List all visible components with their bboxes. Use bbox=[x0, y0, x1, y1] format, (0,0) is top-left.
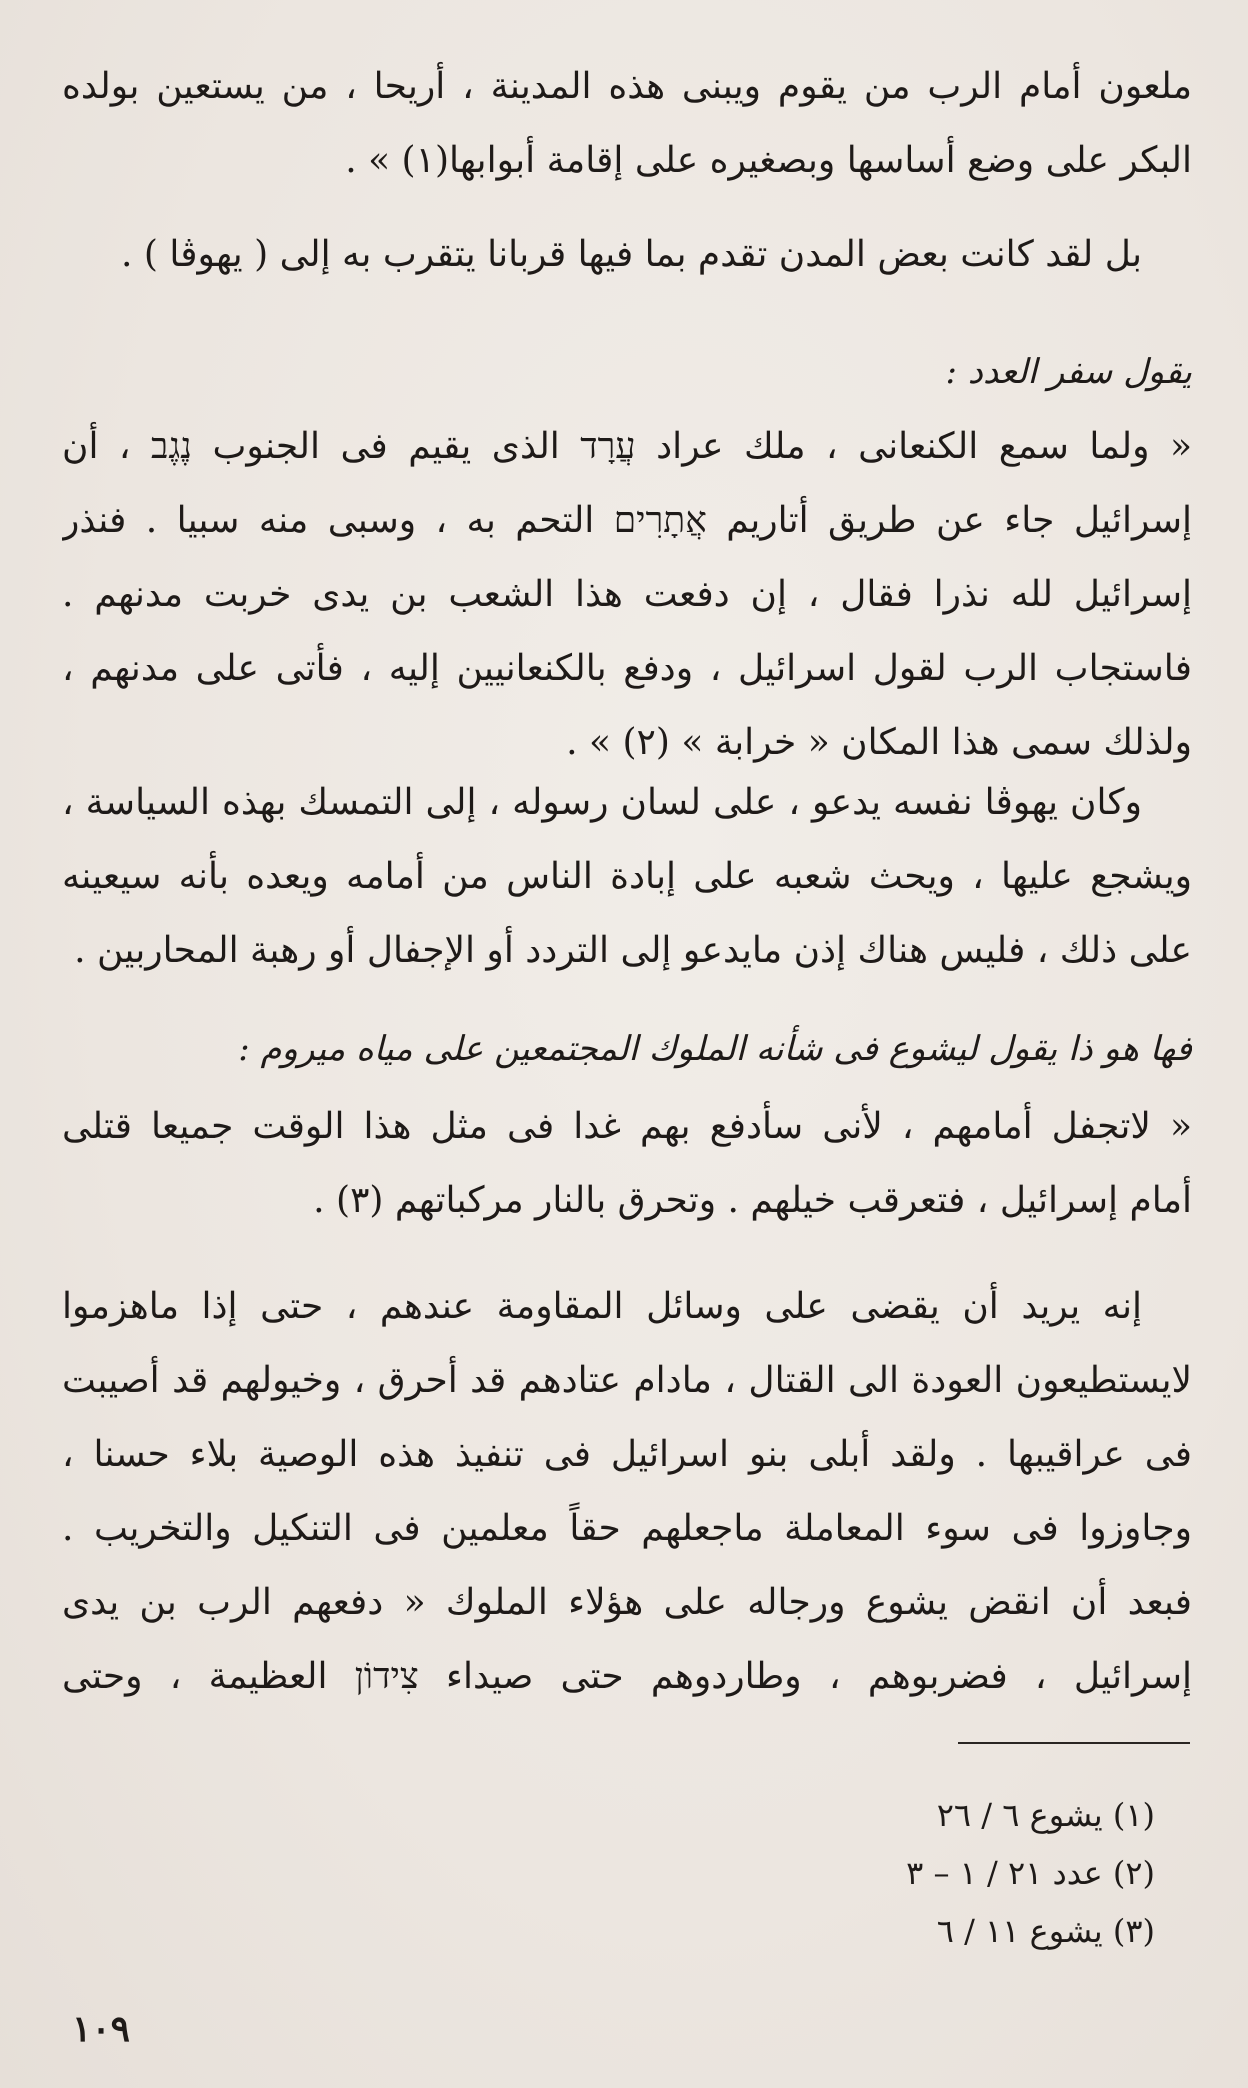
paragraph-4 bbox=[62, 766, 1192, 988]
text-line: بل لقد كانت بعض المدن تقدم بما فيها قربانا يتقرب به إلى ( يهوڤا ) . bbox=[120, 234, 1142, 275]
footnote-2: (٢) عدد ٢١ / ١ – ٣ bbox=[906, 1854, 1155, 1892]
heading-text: فها هو ذا يقول ليشوع فى شأنه الملوك المجتمعين على مياه ميروم : bbox=[238, 1029, 1192, 1069]
text-line: فى عراقيبها . ولقد أبلى بنو اسرائيل فى تنفيذ هذه الوصية بلاء حسنا ، bbox=[62, 1434, 1192, 1475]
section-heading-2 bbox=[62, 1012, 1192, 1086]
text-line: ملعون أمام الرب من يقوم ويبنى هذه المدينة ، أريحا ، من يستعين بولده bbox=[62, 66, 1192, 107]
paragraph-3 bbox=[62, 410, 1192, 780]
text-line: ولذلك سمى هذا المكان « خرابة » (٢) » . bbox=[566, 722, 1192, 763]
text-line: « ولما سمع الكنعانى ، ملك عراد עֲרָד الذى يقيم فى الجنوب נֶגֶב ، أن bbox=[62, 426, 1192, 467]
text-line: أمام إسرائيل ، فتعرقب خيلهم . وتحرق بالنار مركباتهم (٣) . bbox=[313, 1180, 1192, 1221]
text-line: لايستطيعون العودة الى القتال ، مادام عتادهم قد أحرق ، وخيولهم قد أصيبت bbox=[62, 1360, 1192, 1401]
page-number: ١٠٩ bbox=[72, 2008, 131, 2050]
text-line: وكان يهوڤا نفسه يدعو ، على لسان رسوله ، إلى التمسك بهذه السياسة ، bbox=[62, 782, 1142, 823]
text-line: إنه يريد أن يقضى على وسائل المقاومة عندهم ، حتى إذا ماهزموا bbox=[62, 1286, 1142, 1327]
heading-text: يقول سفر العدد : bbox=[945, 352, 1192, 392]
text-line: « لاتجفل أمامهم ، لأنى سأدفع بهم غدا فى مثل هذا الوقت جميعا قتلى bbox=[62, 1106, 1192, 1147]
paragraph-5 bbox=[62, 1090, 1192, 1238]
footnote-1: (١) يشوع ٦ / ٢٦ bbox=[936, 1796, 1155, 1834]
paragraph-1 bbox=[62, 50, 1192, 198]
text-line: إسرائيل جاء عن طريق أتاريم אֲתָרִים التحم به ، وسبى منه سبيا . فنذر bbox=[62, 500, 1192, 541]
text-line: على ذلك ، فليس هناك إذن مايدعو إلى التردد أو الإجفال أو رهبة المحاربين . bbox=[74, 930, 1192, 971]
section-heading-1 bbox=[62, 335, 1192, 409]
text-line: البكر على وضع أساسها وبصغيره على إقامة أبوابها(١) » . bbox=[345, 140, 1192, 181]
footnotes bbox=[400, 1786, 1155, 1960]
footnote-divider bbox=[958, 1742, 1190, 1744]
text-line: إسرائيل ، فضربوهم ، وطاردوهم حتى صيداء צִידוֹן العظيمة ، وحتى bbox=[62, 1656, 1192, 1697]
text-line: وجاوزوا فى سوء المعاملة ماجعلهم حقاً معلمين فى التنكيل والتخريب . bbox=[62, 1508, 1192, 1549]
text-line: فبعد أن انقض يشوع ورجاله على هؤلاء الملوك « دفعهم الرب بن يدى bbox=[62, 1582, 1192, 1623]
text-line: ويشجع عليها ، ويحث شعبه على إبادة الناس من أمامه ويعده بأنه سيعينه bbox=[62, 856, 1192, 897]
text-line: فاستجاب الرب لقول اسرائيل ، ودفع بالكنعانيين إليه ، فأتى على مدنهم ، bbox=[62, 648, 1192, 689]
paragraph-6 bbox=[62, 1270, 1192, 1714]
footnote-3: (٣) يشوع ١١ / ٦ bbox=[936, 1912, 1155, 1950]
paragraph-2 bbox=[62, 218, 1192, 292]
text-line: إسرائيل لله نذرا فقال ، إن دفعت هذا الشعب بن يدى خربت مدنهم . bbox=[62, 574, 1192, 615]
